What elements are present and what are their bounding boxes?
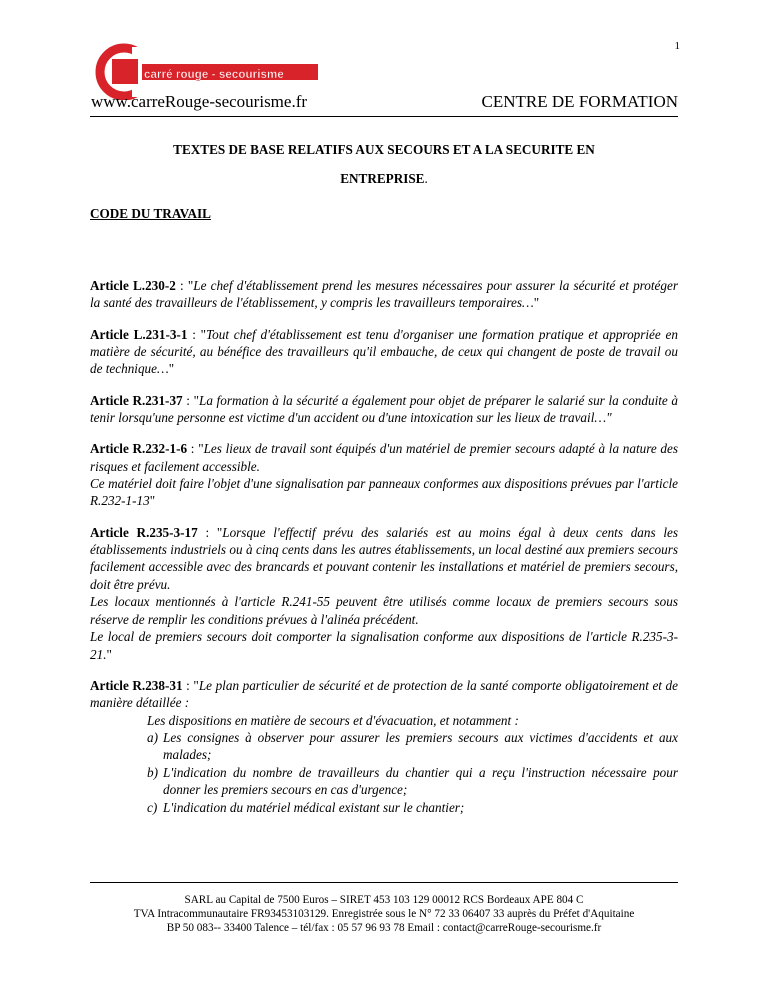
header-label: CENTRE DE FORMATION [481, 92, 678, 111]
article-separator: : [182, 677, 194, 693]
quote-open: " [216, 524, 223, 540]
article-text-line-2: Ce matériel doit faire l'objet d'une signalisation par panneaux conformes aux dispositions prévues par l'article R.232-1-13 [90, 476, 678, 509]
article-ref: Article R.232-1-6 [90, 441, 188, 457]
quote-close: " [533, 295, 540, 311]
article-r231-37 [90, 392, 678, 427]
article-text: Tout chef d'établissement est tenu d'organiser une formation pratique et appropriée en matière de sécurité, au bénéfice des travailleurs qu'il embauche, de ceux qui changent de poste de travail ou de technique… [90, 326, 678, 377]
article-ref: Article R.231-37 [90, 392, 183, 408]
article-l230-2 [90, 277, 678, 312]
list-item [147, 799, 678, 816]
quote-open: " [193, 677, 199, 693]
article-r238-31 [90, 677, 678, 816]
logo-text: carré rouge - secourisme [144, 69, 284, 81]
footer [40, 893, 728, 936]
page-number: 1 [674, 40, 680, 52]
article-r232-1-6 [90, 440, 678, 510]
title-period: . [424, 171, 428, 186]
list-marker: a) [147, 729, 158, 745]
list-item-text: L'indication du matériel médical existant sur le chantier; [163, 799, 465, 815]
article-text-line-2: Les locaux mentionnés à l'article R.241-55 peuvent être utilisés comme locaux de premiers secours sous réserve de remplir les conditions prévues à l'alinéa précédent. [90, 594, 678, 627]
title-line-2-text: ENTREPRISE [340, 171, 425, 186]
article-text-line-3: Le local de premiers secours doit comporter la signalisation conforme aux dispositions de l'article R.235-3-21. [90, 629, 678, 662]
article-ref: Article R.238-31 [90, 677, 183, 693]
footer-line-2: TVA Intracommunautaire FR93453103129. Enregistrée sous le N° 72 33 06407 33 auprès du Préfet d'Aquitaine [133, 908, 635, 921]
quote-open: " [187, 278, 194, 293]
article-text: La formation à la sécurité a également pour objet de préparer le salarié sur la conduite à tenir lorsqu'une personne est victime d'un accident ou d'une intoxication sur les lieux de travail…" [90, 392, 678, 426]
article-separator: : [175, 278, 188, 293]
article-l231-3-1 [90, 326, 678, 378]
footer-line-1: SARL au Capital de 7500 Euros – SIRET 453 103 129 00012 RCS Bordeaux APE 804 C [184, 894, 584, 906]
document-title [90, 135, 678, 193]
section-heading: CODE DU TRAVAIL [90, 206, 211, 221]
articles-list [90, 277, 678, 830]
article-ref: Article L.230-2 [90, 278, 176, 293]
list-marker: c) [147, 799, 158, 815]
article-r235-3-17 [90, 524, 678, 663]
article-separator: : [187, 326, 201, 342]
quote-close: " [106, 646, 112, 662]
quote-open: " [200, 326, 207, 342]
list-item [147, 764, 678, 799]
quote-open: " [198, 441, 204, 457]
list-marker: b) [147, 764, 158, 780]
list-item-text: Les consignes à observer pour assurer les premiers secours aux victimes d'accidents et aux malades; [163, 729, 678, 763]
header-divider [90, 116, 678, 117]
title-line-2 [90, 164, 678, 193]
article-sub-intro: Les dispositions en matière de secours et d'évacuation, et notamment : [147, 712, 519, 728]
website-url[interactable]: www.carreRouge-secourisme.fr [91, 92, 308, 111]
article-text-line-1: Lorsque l'effectif prévu des salariés est au moins égal à deux cents dans les établissements industriels ou à cinq cents dans les autres établissements, un local destiné aux premiers secours facilement accessible avec des brancards et pouvant contenir les installations et matériel de premiers secours, doit être prévu. [90, 524, 678, 592]
footer-line-3: BP 50 083-- 33400 Talence – tél/fax : 05 57 96 93 78 Email : contact@carreRouge-secourisme.fr [166, 922, 602, 935]
article-text-line-1: Les lieux de travail sont équipés d'un matériel de premier secours adapté à la nature des risques et facilement accessible. [90, 441, 678, 474]
article-ref: Article R.235-3-17 [90, 524, 198, 540]
article-text: Le chef d'établissement prend les mesures nécessaires pour assurer la sécurité et protéger la santé des travailleurs de l'établissement, y compris les travailleurs temporaires… [90, 278, 678, 311]
article-intro: Le plan particulier de sécurité et de protection de la santé comporte obligatoirement et de manière détaillée : [90, 677, 679, 711]
quote-close: " [149, 493, 156, 509]
article-separator: : [187, 441, 199, 457]
list-item-text: L'indication du nombre de travailleurs du chantier qui a reçu l'instruction nécessaire pour donner les premiers secours en cas d'urgence; [163, 764, 678, 798]
quote-close: " [168, 361, 175, 377]
article-separator: : [182, 392, 194, 408]
list-item [147, 729, 678, 764]
footer-divider [90, 882, 678, 883]
article-separator: : [197, 524, 217, 540]
article-sub-list [90, 729, 678, 816]
title-line-1: TEXTES DE BASE RELATIFS AUX SECOURS ET A LA SECURITE EN [173, 142, 595, 157]
article-ref: Article L.231-3-1 [90, 326, 188, 342]
quote-open: " [193, 392, 199, 408]
